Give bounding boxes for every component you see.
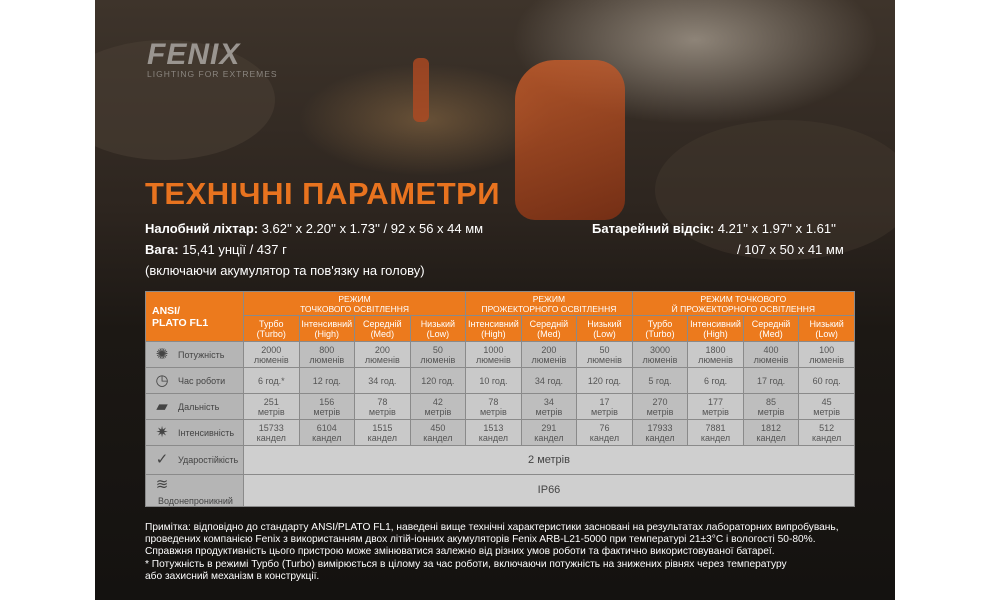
spec-poster [95,0,895,600]
mode-header: Інтенсивний (High) [299,316,355,342]
table-cell: 17933 кандел [632,420,688,446]
table-cell: 512 кандел [799,420,855,446]
table-cell: 6 год. [688,368,744,394]
mode-header: Турбо (Turbo) [632,316,688,342]
table-cell: 120 год. [577,368,633,394]
table-cell: 34 год. [521,368,577,394]
mode-header: Низький (Low) [577,316,633,342]
mode-header: Середній (Med) [743,316,799,342]
table-cell: 251 метрів [244,394,300,420]
table-cell: 3000 люменів [632,342,688,368]
table-cell: 7881 кандел [688,420,744,446]
table-cell: 2000 люменів [244,342,300,368]
row-label: ▰ Дальність [146,394,244,420]
table-cell: 17 метрів [577,394,633,420]
footnote: Примітка: відповідно до стандарту ANSI/PLATO FL1, наведені вище технічні характеристики засновані на результатах лабораторних випробувань, проведених компанією Fenix з використанням двох літій-іонних акумуляторів Fenix ARB-L21-5000 при температурі 21±3°C і вологості 50-80%. Справжня продуктивність цього пристрою може змінюватися залежно від різних умов роботи та фактично використовуваної батареї. * Потужність в режимі Турбо (Turbo) вимірюється в цілому за час роботи, включаючи потужність на знижених рівнях через температуру або захисний механізм в конструкції. [145,522,839,582]
table-cell: 42 метрів [410,394,466,420]
table-cell: 12 год. [299,368,355,394]
distance-icon: ▰ [156,397,168,415]
battery-value: 4.21'' x 1.97'' x 1.61'' [714,221,837,236]
table-row [146,420,855,446]
group-header-flood: РЕЖИМ ПРОЖЕКТОРНОГО ОСВІТЛЕННЯ [466,292,633,316]
mode-header: Інтенсивний (High) [688,316,744,342]
table-cell: 10 год. [466,368,522,394]
waterproof-icon: ≋ [155,476,169,493]
impact-icon: ✓ [155,451,169,468]
mode-header: Середній (Med) [521,316,577,342]
output-icon: ✺ [155,345,169,363]
table-cell: 1515 кандел [355,420,411,446]
row-label: ✺ Потужність [146,342,244,368]
table-cell: 800 люменів [299,342,355,368]
table-cell: 1812 кандел [743,420,799,446]
impact-label-cell: ✓ Ударостійкість [146,446,244,475]
page-title: ТЕХНІЧНІ ПАРАМЕТРИ [145,176,501,211]
table-cell: 156 метрів [299,394,355,420]
table-cell: 17 год. [743,368,799,394]
table-cell: 15733 кандел [244,420,300,446]
caver-figure [515,60,625,220]
headlamp-value: 3.62'' x 2.20'' x 1.73'' / 92 x 56 x 44 мм [258,221,484,236]
brand-tagline: LIGHTING FOR EXTREMES [147,69,278,79]
table-cell: 34 год. [355,368,411,394]
table-cell: 60 год. [799,368,855,394]
row-label: ◷ Час роботи [146,368,244,394]
table-corner: ANSI/ PLATO FL1 [146,292,244,342]
table-cell: 1513 кандел [466,420,522,446]
intensity-icon: ✷ [155,423,169,441]
table-cell: 45 метрів [799,394,855,420]
table-row [146,342,855,368]
cave-rock [655,120,895,260]
impact-value: 2 метрів [244,446,855,475]
table-cell: 270 метрів [632,394,688,420]
mode-header: Турбо (Turbo) [244,316,300,342]
table-cell: 200 люменів [521,342,577,368]
table-cell: 5 год. [632,368,688,394]
headlamp-spec [145,221,483,236]
brand-logo: FENIX [147,38,241,71]
table-cell: 85 метрів [743,394,799,420]
weight-spec [145,242,287,257]
group-header-spot: РЕЖИМ ТОЧКОВОГО ОСВІТЛЕННЯ [244,292,466,316]
clock-icon: ◷ [155,371,169,389]
headlamp-label: Налобний ліхтар: [145,221,259,236]
table-cell: 177 метрів [688,394,744,420]
battery-value-metric: / 107 x 50 x 41 мм [737,242,844,257]
mode-header: Низький (Low) [799,316,855,342]
table-cell: 1000 люменів [466,342,522,368]
battery-spec [592,221,836,236]
table-cell: 6 год.* [244,368,300,394]
weight-note: (включаючи акумулятор та пов'язку на голову) [145,263,425,278]
table-cell: 291 кандел [521,420,577,446]
table-cell: 120 год. [410,368,466,394]
table-cell: 34 метрів [521,394,577,420]
table-cell: 50 люменів [577,342,633,368]
waterproof-value: IP66 [244,475,855,507]
mode-header: Інтенсивний (High) [466,316,522,342]
table-cell: 6104 кандел [299,420,355,446]
weight-label: Вага: [145,242,179,257]
table-cell: 78 метрів [466,394,522,420]
table-cell: 450 кандел [410,420,466,446]
table-cell: 1800 люменів [688,342,744,368]
weight-value: 15,41 унції / 437 г [178,242,287,257]
mode-header: Низький (Low) [410,316,466,342]
battery-label: Батарейний відсік: [592,221,715,236]
table-cell: 100 люменів [799,342,855,368]
mode-header: Середній (Med) [355,316,411,342]
table-row [146,368,855,394]
table-row [146,394,855,420]
waterproof-label-cell: ≋Водонепроникний [146,475,244,507]
table-cell: 400 люменів [743,342,799,368]
table-cell: 76 кандел [577,420,633,446]
table-cell: 200 люменів [355,342,411,368]
row-label: ✷ Інтенсивність [146,420,244,446]
spec-table [145,291,855,507]
table-cell: 50 люменів [410,342,466,368]
caver-figure [413,58,429,122]
group-header-combined: РЕЖИМ ТОЧКОВОГО Й ПРОЖЕКТОРНОГО ОСВІТЛЕННЯ [632,292,854,316]
table-cell: 78 метрів [355,394,411,420]
